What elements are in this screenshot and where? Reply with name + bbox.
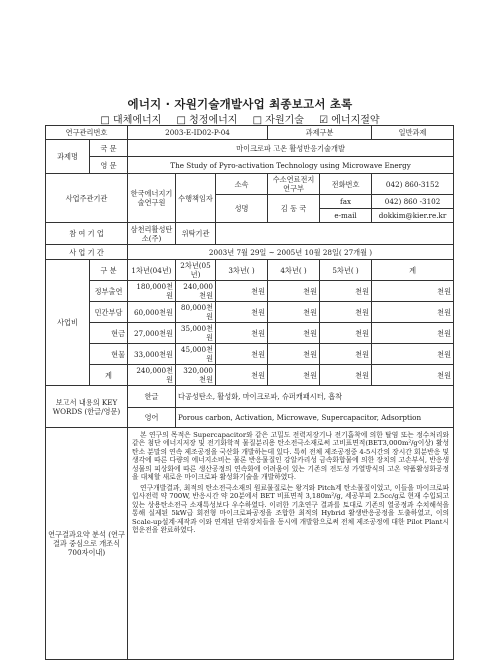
budget-cell: 240,000천원 <box>176 281 216 302</box>
participant-value: 삼천리활성탄소(주) <box>128 223 176 245</box>
summary-paragraph-2: 연구개발결과, 최적의 탄소전극소재의 원료물질로는 왕겨와 Pitch계 탄소물질이었고, 이들을 마이크로파 입사전력 약 700W, 반응시간 약 20분에서 BET 비표면적 3,180m²/g, 세공부피 2.5cc/g로 현재 수입되고 있는 상용탄소전극 소재특성보다 우수하였다. 이러한 기초연구 결과를 토대로 기존의 열공정과 수치해석을 통해 실제된 5kW급 회전형 마이크로파공정을 조합한 최적의 Hybrid 활생반응공정을 도출하였고, 이의 Scale-up설계·제작과 이와 연계된 단위장치들을 동시에 개발함으로써 전체 제조공정에 대한 Pilot Plant시험운전을 완료하였다. <box>132 483 450 535</box>
budget-cell: 천원 <box>372 365 454 386</box>
budget-header-cell: 5차년( ) <box>320 260 372 281</box>
checkbox-clean-energy[interactable]: □ 청정에너지 <box>176 115 238 126</box>
email-label: e-mail <box>320 209 372 223</box>
budget-row-label: 현금 <box>90 323 128 344</box>
person-name-label: 성명 <box>216 195 268 223</box>
project-eng-title: The Study of Pyro-activation Technology using Microwave Energy <box>128 157 454 174</box>
project-eng-label: 영 문 <box>90 157 128 174</box>
budget-cell: 45,000천원 <box>176 344 216 365</box>
budget-cell: 27,000천원 <box>128 323 176 344</box>
affiliation-value: 수소연료전지연구부 <box>268 174 320 195</box>
budget-row-label: 민간부담 <box>90 302 128 323</box>
budget-cell: 천원 <box>216 323 268 344</box>
budget-cell: 천원 <box>372 281 454 302</box>
budget-cell: 240,000천원 <box>128 365 176 386</box>
budget-row-label: 계 <box>90 365 128 386</box>
budget-cell: 천원 <box>216 365 268 386</box>
period-value: 2003년 7월 29일 ~ 2005년 10월 28일( 27개월 ) <box>128 245 454 260</box>
budget-cell: 180,000천원 <box>128 281 176 302</box>
keywords-eng-label: 영어 <box>128 408 176 428</box>
budget-header-cell: 구 분 <box>90 260 128 281</box>
summary-paragraph-1: 본 연구의 목적은 Supercapacitor와 같은 고밀도 전력저장기나 전기흡착에 의한 탈염 또는 정수처리와 같은 첨단 에너지저장 및 전기화학적 물질분리용 탄소전극소재로써 고비표면적(BET3,000m²/g이상) 활성탄소 분말의 연속 제조공정을 국산화 개발하는데 있다. 특히 전체 제조공정중 4-5시간의 장시간 회분반응 및 생각에 따른 다량의 에너지소비는 물론 반응물질인 강알카리성 금속화합물에 의한 장치의 고손부식, 반응생성물의 피상화에 따른 생산공정의 연속화에 어려움이 있는 기존의 전도성 가열방식의 고온 약품활성화공정을 대체할 새로운 마이크로파 활성화기술을 개발하였다. <box>132 431 450 482</box>
budget-row-label: 정부출연 <box>90 281 128 302</box>
lead-researcher-label: 수행책임자 <box>176 174 216 223</box>
checkbox-resource-tech[interactable]: □ 자원기술 <box>252 115 304 126</box>
project-class-value: 일반과제 <box>372 126 454 140</box>
budget-cell: 천원 <box>268 302 320 323</box>
project-class-label: 과제구분 <box>268 126 372 140</box>
phone-label: 전화번호 <box>320 174 372 195</box>
keywords-kor-value: 다공성탄소, 활성화, 마이크로파, 슈퍼캐패시터, 흡착 <box>176 386 454 408</box>
org-name: 한국에너지기술연구원 <box>128 174 176 223</box>
mgmt-number-value: 2003-E-ID02-P-04 <box>128 126 268 140</box>
delegate-value <box>216 223 454 245</box>
budget-cell: 천원 <box>320 344 372 365</box>
project-kor-label: 국 문 <box>90 140 128 157</box>
mgmt-number-label: 연구관리번호 <box>46 126 128 140</box>
category-checkboxes <box>0 111 480 126</box>
budget-cell: 천원 <box>372 344 454 365</box>
summary-label: 연구결과요약 분석 (연구결과 중심으로 개조식 700자이내) <box>46 428 128 660</box>
org-label: 사업주관기관 <box>46 174 128 223</box>
budget-header-cell: 계 <box>372 260 454 281</box>
phone-value: 042) 860-3152 <box>372 174 454 195</box>
budget-cell: 320,000천원 <box>176 365 216 386</box>
budget-header-cell: 2차년(05년) <box>176 260 216 281</box>
keywords-label: 보고서 내용의 KEY WORDS (한글/영문) <box>46 386 128 428</box>
checkbox-alt-energy[interactable]: □ 대체에너지 <box>100 115 162 126</box>
budget-cell: 천원 <box>216 344 268 365</box>
budget-cell: 33,000천원 <box>128 344 176 365</box>
budget-cell: 80,000천원 <box>176 302 216 323</box>
budget-cell: 천원 <box>216 302 268 323</box>
delegate-label: 위탁기관 <box>176 223 216 245</box>
fax-value: 042) 860 -3102 <box>372 195 454 209</box>
email-value: dokkim@kier.re.kr <box>372 209 454 223</box>
project-kor-title: 마이크로파 고온 활성반응기술개발 <box>128 140 454 157</box>
budget-row <box>46 281 454 302</box>
budget-cell: 천원 <box>268 281 320 302</box>
budget-row-label: 현물 <box>90 344 128 365</box>
budget-cell: 천원 <box>372 323 454 344</box>
budget-cell: 35,000천원 <box>176 323 216 344</box>
checkbox-energy-saving[interactable]: ☑ 에너지절약 <box>319 115 380 126</box>
budget-cell: 천원 <box>268 344 320 365</box>
person-name-value: 김 동 국 <box>268 195 320 223</box>
budget-cell: 60,000천원 <box>128 302 176 323</box>
budget-row <box>46 323 454 344</box>
budget-row <box>46 302 454 323</box>
budget-header-cell: 4차년( ) <box>268 260 320 281</box>
project-name-label: 과제명 <box>46 140 90 174</box>
summary-text <box>128 428 454 660</box>
budget-cell: 천원 <box>320 281 372 302</box>
budget-cell: 천원 <box>320 365 372 386</box>
budget-cell: 천원 <box>216 281 268 302</box>
budget-side-label: 사업비 <box>46 260 90 386</box>
abstract-form-table <box>45 125 454 660</box>
budget-cell: 천원 <box>320 323 372 344</box>
budget-row <box>46 344 454 365</box>
participant-label: 참 여 기 업 <box>46 223 128 245</box>
budget-header-cell: 1차년(04년) <box>128 260 176 281</box>
budget-cell: 천원 <box>268 365 320 386</box>
budget-row <box>46 365 454 386</box>
budget-cell: 천원 <box>372 302 454 323</box>
period-label: 사 업 기 간 <box>46 245 128 260</box>
keywords-kor-label: 한글 <box>128 386 176 408</box>
affiliation-label: 소속 <box>216 174 268 195</box>
budget-header-cell: 3차년( ) <box>216 260 268 281</box>
budget-cell: 천원 <box>320 302 372 323</box>
keywords-eng-value: Porous carbon, Activation, Microwave, Supercapacitor, Adsorption <box>176 408 454 428</box>
page-title: 에너지 · 자원기술개발사업 최종보고서 초록 <box>127 97 353 111</box>
budget-cell: 천원 <box>268 323 320 344</box>
fax-label: fax <box>320 195 372 209</box>
